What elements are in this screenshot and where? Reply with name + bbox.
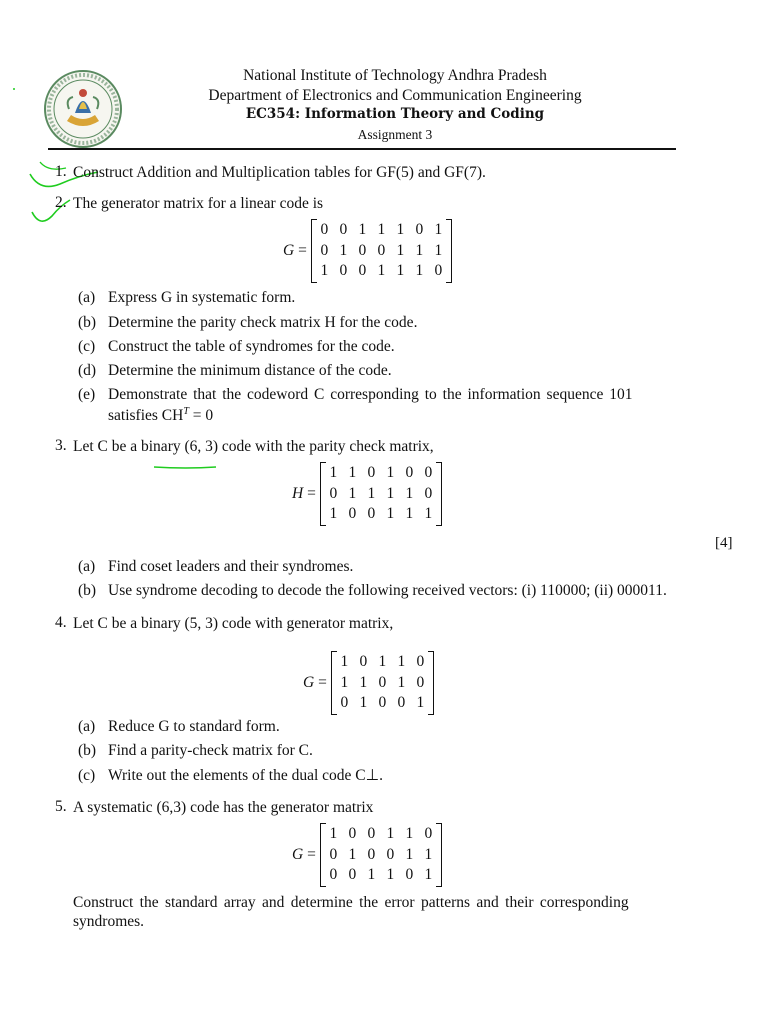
matrix-cell: 0 bbox=[416, 673, 425, 691]
matrix-cell: 1 bbox=[415, 262, 424, 279]
matrix-cell: 0 bbox=[339, 262, 348, 279]
matrix-cell: 1 bbox=[424, 505, 433, 522]
question-5-paragraph: Construct the standard array and determine the error patterns and their corresponding bbox=[73, 894, 629, 911]
matrix-cell: 1 bbox=[405, 845, 414, 863]
matrix-cell: 1 bbox=[348, 845, 357, 863]
matrix-cell: 1 bbox=[405, 505, 414, 522]
matrix-cell: 0 bbox=[348, 825, 357, 842]
question-5-matrix bbox=[292, 823, 442, 887]
matrix-cell: 1 bbox=[386, 505, 395, 522]
matrix-cell: 1 bbox=[340, 673, 349, 691]
matrix-cell: 0 bbox=[397, 694, 406, 711]
matrix-cell: 0 bbox=[339, 221, 348, 238]
question-3-number: 3. bbox=[55, 437, 67, 454]
matrix-cell: 1 bbox=[329, 464, 338, 481]
matrix-cell: 1 bbox=[386, 484, 395, 502]
question-4-matrix bbox=[303, 651, 434, 715]
matrix-cell: 1 bbox=[340, 653, 349, 670]
matrix-cell: 1 bbox=[405, 484, 414, 502]
matrix-cell: 0 bbox=[358, 262, 367, 279]
matrix-cell: 1 bbox=[397, 653, 406, 670]
matrix-body bbox=[320, 462, 442, 526]
matrix-cell: 0 bbox=[340, 694, 349, 711]
matrix-cell: 0 bbox=[434, 262, 443, 279]
question-3-part-b: (b) Use syndrome decoding to decode the following received vectors: (i) 110000; (ii) 000011. bbox=[78, 582, 667, 599]
department-name: Department of Electronics and Communication Engineering bbox=[208, 86, 582, 104]
question-2-part-e: (e) Demonstrate that the codeword C corresponding to the information sequence 101 bbox=[78, 386, 633, 403]
question-2-part-a: (a) Express G in systematic form. bbox=[78, 289, 296, 306]
matrix-cell: 0 bbox=[386, 845, 395, 863]
matrix-cell: 1 bbox=[348, 464, 357, 481]
matrix-cell: 1 bbox=[416, 694, 425, 711]
matrix-cell: 1 bbox=[359, 673, 368, 691]
matrix-cell: 1 bbox=[415, 241, 424, 259]
matrix-cell: 0 bbox=[415, 221, 424, 238]
course-title: EC354: Information Theory and Coding bbox=[245, 106, 545, 122]
matrix-cell: 1 bbox=[386, 825, 395, 842]
matrix-cell: 1 bbox=[377, 221, 386, 238]
matrix-cell: 0 bbox=[416, 653, 425, 670]
handwritten-underline bbox=[150, 462, 220, 472]
matrix-cell: 0 bbox=[320, 221, 329, 238]
matrix-cell: 0 bbox=[329, 484, 338, 502]
assignment-title: Assignment 3 bbox=[357, 126, 433, 142]
question-2-part-d: (d) Determine the minimum distance of the code. bbox=[78, 362, 392, 379]
matrix-name: G = bbox=[283, 241, 307, 259]
question-5-paragraph-line2: syndromes. bbox=[73, 913, 145, 930]
question-3-text: Let C be a binary (6, 3) code with the parity check matrix, bbox=[73, 438, 434, 455]
matrix-cell: 0 bbox=[378, 694, 387, 711]
matrix-cell: 0 bbox=[348, 505, 357, 522]
matrix-cell: 0 bbox=[377, 241, 386, 259]
matrix-cell: 1 bbox=[386, 464, 395, 481]
matrix-cell: 0 bbox=[367, 825, 376, 842]
matrix-cell: 1 bbox=[359, 694, 368, 711]
matrix-cell: 0 bbox=[367, 505, 376, 522]
institute-name: National Institute of Technology Andhra Pradesh bbox=[243, 67, 547, 84]
question-3-marks: [4] bbox=[715, 535, 733, 551]
matrix-cell: 1 bbox=[424, 866, 433, 883]
matrix-cell: 1 bbox=[348, 484, 357, 502]
matrix-cell: 0 bbox=[378, 673, 387, 691]
matrix-cell: 1 bbox=[386, 866, 395, 883]
matrix-cell: 1 bbox=[434, 241, 443, 259]
question-4-text: Let C be a binary (5, 3) code with generator matrix, bbox=[73, 615, 394, 632]
question-5-text: A systematic (6,3) code has the generator matrix bbox=[73, 799, 374, 816]
matrix-name: G = bbox=[303, 673, 327, 691]
question-4-part-c: (c) Write out the elements of the dual code C⊥. bbox=[78, 767, 384, 784]
matrix-cell: 0 bbox=[405, 866, 414, 883]
matrix-cell: 1 bbox=[358, 221, 367, 238]
matrix-cell: 1 bbox=[378, 653, 387, 670]
question-5-number: 5. bbox=[55, 798, 67, 815]
question-4-part-a: (a) Reduce G to standard form. bbox=[78, 718, 280, 735]
question-4-number: 4. bbox=[55, 614, 67, 631]
matrix-cell: 0 bbox=[320, 241, 329, 259]
question-2-number: 2. bbox=[55, 194, 67, 211]
question-1-text: Construct Addition and Multiplication tables for GF(5) and GF(7). bbox=[73, 164, 486, 181]
question-3-matrix bbox=[292, 462, 442, 526]
matrix-cell: 0 bbox=[424, 825, 433, 842]
matrix-body bbox=[311, 219, 452, 283]
question-2-part-b: (b) Determine the parity check matrix H for the code. bbox=[78, 314, 418, 331]
question-2-text: The generator matrix for a linear code is bbox=[73, 195, 324, 212]
matrix-cell: 1 bbox=[329, 505, 338, 522]
matrix-cell: 0 bbox=[329, 866, 338, 883]
matrix-cell: 0 bbox=[329, 845, 338, 863]
matrix-cell: 1 bbox=[396, 221, 405, 238]
matrix-cell: 1 bbox=[329, 825, 338, 842]
matrix-cell: 0 bbox=[348, 866, 357, 883]
matrix-cell: 1 bbox=[424, 845, 433, 863]
matrix-cell: 0 bbox=[359, 653, 368, 670]
matrix-body bbox=[331, 651, 434, 715]
matrix-cell: 1 bbox=[397, 673, 406, 691]
question-3-part-a: (a) Find coset leaders and their syndromes. bbox=[78, 558, 354, 575]
matrix-cell: 1 bbox=[396, 262, 405, 279]
matrix-cell: 0 bbox=[367, 845, 376, 863]
matrix-cell: 0 bbox=[358, 241, 367, 259]
question-2-part-e-line2: satisfies $CH^T = 0$ bbox=[108, 406, 214, 425]
question-4-part-b: (b) Find a parity-check matrix for C. bbox=[78, 742, 313, 759]
question-2-matrix bbox=[283, 219, 452, 283]
matrix-cell: 0 bbox=[367, 464, 376, 481]
matrix-body bbox=[320, 823, 442, 887]
matrix-cell: 1 bbox=[320, 262, 329, 279]
matrix-cell: 1 bbox=[377, 262, 386, 279]
matrix-cell: 1 bbox=[396, 241, 405, 259]
matrix-name: G = bbox=[292, 845, 316, 863]
matrix-name: H = bbox=[292, 484, 316, 502]
matrix-cell: 0 bbox=[405, 464, 414, 481]
matrix-cell: 1 bbox=[367, 484, 376, 502]
matrix-cell: 1 bbox=[339, 241, 348, 259]
matrix-cell: 1 bbox=[434, 221, 443, 238]
matrix-cell: 1 bbox=[367, 866, 376, 883]
matrix-cell: 0 bbox=[424, 464, 433, 481]
matrix-cell: 0 bbox=[424, 484, 433, 502]
question-2-part-c: (c) Construct the table of syndromes for the code. bbox=[78, 338, 395, 355]
matrix-cell: 1 bbox=[405, 825, 414, 842]
question-1-number: 1. bbox=[55, 163, 67, 180]
